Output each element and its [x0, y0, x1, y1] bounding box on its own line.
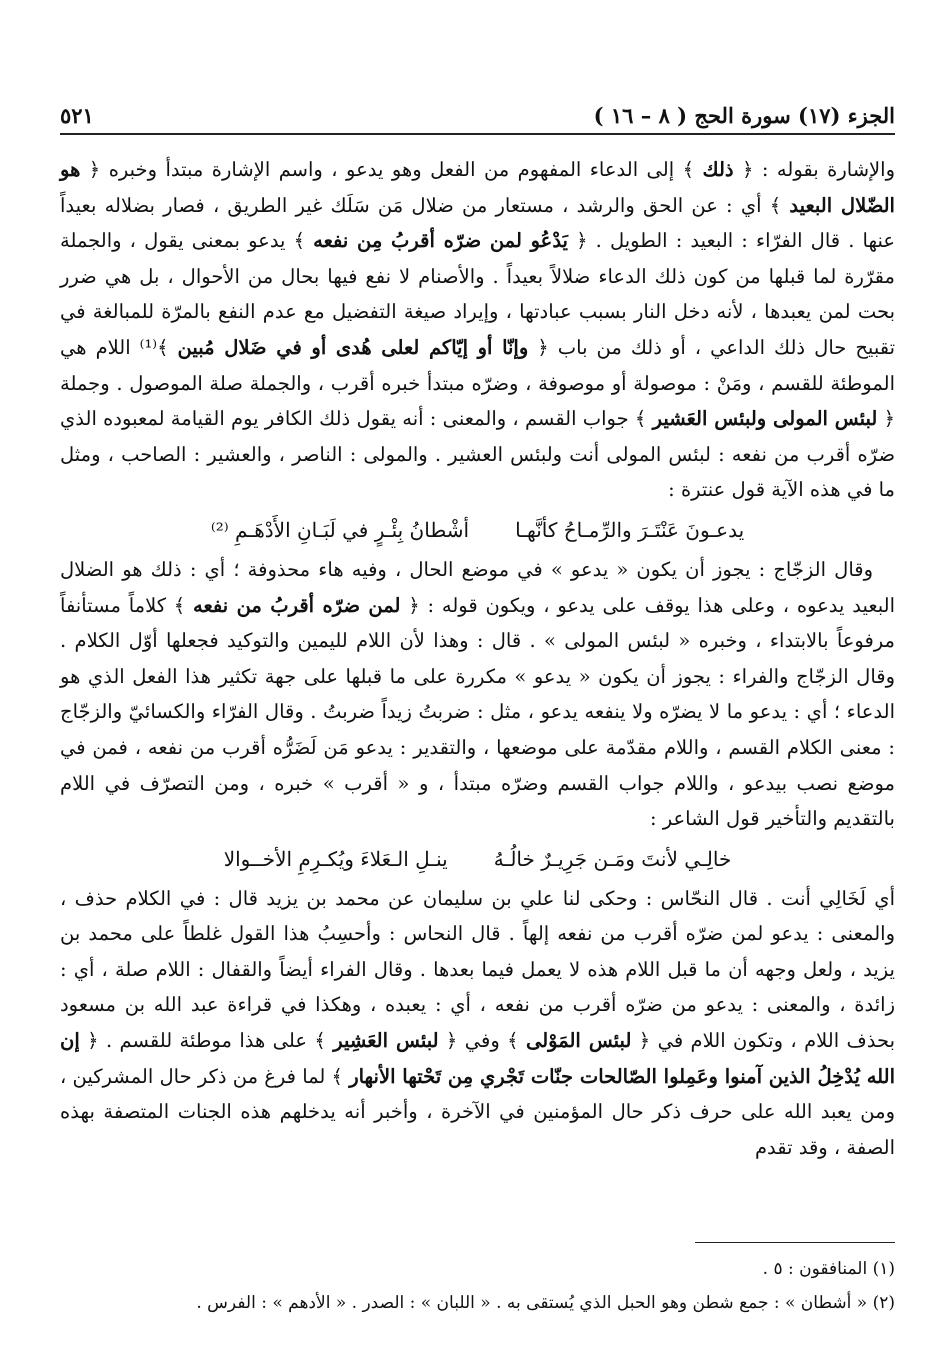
- quran-quote: ذلك: [702, 158, 734, 181]
- running-title: الجزء (١٧) سورة الحج ( ٨ – ١٦ ): [593, 102, 895, 128]
- poetry-verse-1: [60, 508, 895, 552]
- quran-quote: هو الضّلال البعيد: [60, 158, 895, 217]
- footnote-rule: [695, 1242, 895, 1243]
- quran-quote: لمن ضرّه أقربُ من نفعه: [193, 593, 401, 617]
- header-rule: [60, 133, 895, 135]
- paragraph-2: وقال الزجّاج : يجوز أن يكون « يدعو » في موضع الحال ، وفيه هاء محذوفة ؛ أي : ذلك هو الضلال البعيد يدعوه ، وعلى هذا يوقف على يدعو ، ويكون قوله : ﴿ لمن ضرّه أقربُ من نفعه ﴾ كلاماً مستأنفاً مرفوعاً بالابتداء ، وخبره « لبئس المولى » . قال : وهذا لأن اللام لليمين والتوكيد فجعلها أوّل الكلام . وقال الزجّاج والفراء : يجوز أن يكون « يدعو » مكررة على ما قبلها على جهة تكثير هذا الفعل الذي هو الدعاء ؛ أي : يدعو ما لا يضرّه ولا ينفعه يدعو ، مثل : ضربتُ زيداً ضربتُ . وقال الفرّاء والكسائيّ والزجّاج : معنى الكلام القسم ، واللام مقدّمة على موضعها ، والتقدير : يدعو مَن لَضَرُّه أقرب من نفعه ، فمن في موضع نصب بيدعو ، واللام جواب القسم وضرّه مبتدأ ، و « أقرب » خبره ، ومن التصرّف في اللام بالتقديم والتأخير قول الشاعر :: [60, 557, 896, 831]
- paragraph-3: أي لَخَالِي أنت . قال النحّاس : وحكى لنا علي بن سليمان عن محمد بن يزيد قال : في الكلام حذف ، والمعنى : يدعو لمن ضرّه أقرب من نفعه إلهاً . قال النحاس : وأحسِبُ هذا القول غلطاً على محمد بن يزيد ، ولعل وجهه أن ما قبل اللام هذه لا يعمل فيما بعدها . وقال الفراء أيضاً والقفال : اللام صلة ، أي : زائدة ، والمعنى : يدعو من ضرّه أقرب من نفعه ، أي : يعبده ، وهكذا في قراءة عبد الله بن مسعود بحذف اللام ، وتكون اللام في ﴿ لبئس المَوْلى ﴾ وفي ﴿ لبئس العَشِير ﴾ على هذا موطئة للقسم . ﴿ إن الله يُدْخِلُ الذين آمنوا وعَمِلوا الصّالحات جنّات تَجْري مِن تَحْتها الأنهار ﴾ لما فرغ من ذكر حال المشركين ، ومن يعبد الله على حرف ذكر حال المؤمنين في الآخرة ، وأخبر أنه يدخلهم هذه الجنات المتصفة بهذه الصفة ، وقد تقدم: [60, 886, 895, 1159]
- footnote-1: (١) المنافقون : ٥ .: [762, 1259, 895, 1279]
- poetry-verse-2: [60, 837, 895, 881]
- verse-hemistich-right: خالِـي لأنتَ ومَـن جَرِيـرٌ خالُـهُ: [493, 846, 732, 871]
- paragraph-1: والإشارة بقوله : ﴿ ذلك ﴾ إلى الدعاء المفهوم من الفعل وهو يدعو ، واسم الإشارة مبتدأ وخبره ﴿ هو الضّلال البعيد ﴾ أي : عن الحق والرشد ، مستعار من ضلال مَن سَلَك غير الطريق ، فصار بضلاله بعيداً عنها . قال الفرّاء : البعيد : الطويل . ﴿ يَدْعُو لمن ضرّه أقربُ مِن نفعه ﴾ يدعو بمعنى يقول ، والجملة مقرّرة لما قبلها من كون ذلك الدعاء ضلالاً بعيداً . والأصنام لا نفع فيها بحال من الأحوال ، بل هي ضرر بحت لمن يعبدها ، لأنه دخل النار بسبب عبادتها ، وإيراد صيغة التفضيل مع عدم النفع بالمرّة للمبالغة في تقبيح حال ذلك الداعي ، أو ذلك من باب ﴿ وإنّا أو إيّاكم لعلى هُدى أو في ضَلال مُبين ﴾⁽¹⁾ اللام هي الموطئة للقسم ، ومَنْ : موصولة أو موصوفة ، وضرّه مبتدأ خبره أقرب ، والجملة صلة الموصول . وجملة ﴿ لبئس المولى ولبئس العَشير ﴾ جواب القسم ، والمعنى : أنه يقول ذلك الكافر يوم القيامة لمعبوده الذي ضرّه أقرب من نفعه : لبئس المولى أنت ولبئس العشير . والمولى : الناصر ، والعشير : الصاحب ، ومثل ما في هذه الآية قول عنترة :: [60, 158, 896, 502]
- verse-hemistich-right: يدعـونَ عَنْتَـرَ والرِّمـاحُ كأنَّهـا: [515, 517, 745, 542]
- verse-hemistich-left: أشْطانُ بِئْـرٍ في لَبَـانِ الأَدْهَـمِ ⁽²⁾: [210, 517, 470, 542]
- quran-quote: لبئس المَوْلى: [525, 1029, 632, 1053]
- quran-quote: لبئس العَشِير: [333, 1029, 439, 1053]
- quran-quote: يَدْعُو لمن ضرّه أقربُ مِن نفعه: [313, 229, 568, 253]
- main-text: [60, 152, 895, 1165]
- footnote-2: (٢) « أشطان » : جمع شطن وهو الحبل الذي يُستقى به . « اللبان » : الصدر . « الأدهم » : الفرس .: [196, 1293, 895, 1313]
- quran-quote: لبئس المولى ولبئس العَشير: [652, 407, 878, 431]
- page-number: ٥٢١: [60, 102, 94, 128]
- quran-quote: وإنّا أو إيّاكم لعلى هُدى أو في ضَلال مُبين: [177, 335, 529, 359]
- verse-hemistich-left: ينـلِ الـعَلاءَ ويُكـرِمِ الأخــوالا: [223, 846, 448, 871]
- page-header: [60, 98, 895, 132]
- quran-quote: إن الله يُدْخِلُ الذين آمنوا وعَمِلوا الصّالحات جنّات تَجْري مِن تَحْتها الأنهار: [60, 1029, 895, 1088]
- footnotes: [60, 1252, 895, 1320]
